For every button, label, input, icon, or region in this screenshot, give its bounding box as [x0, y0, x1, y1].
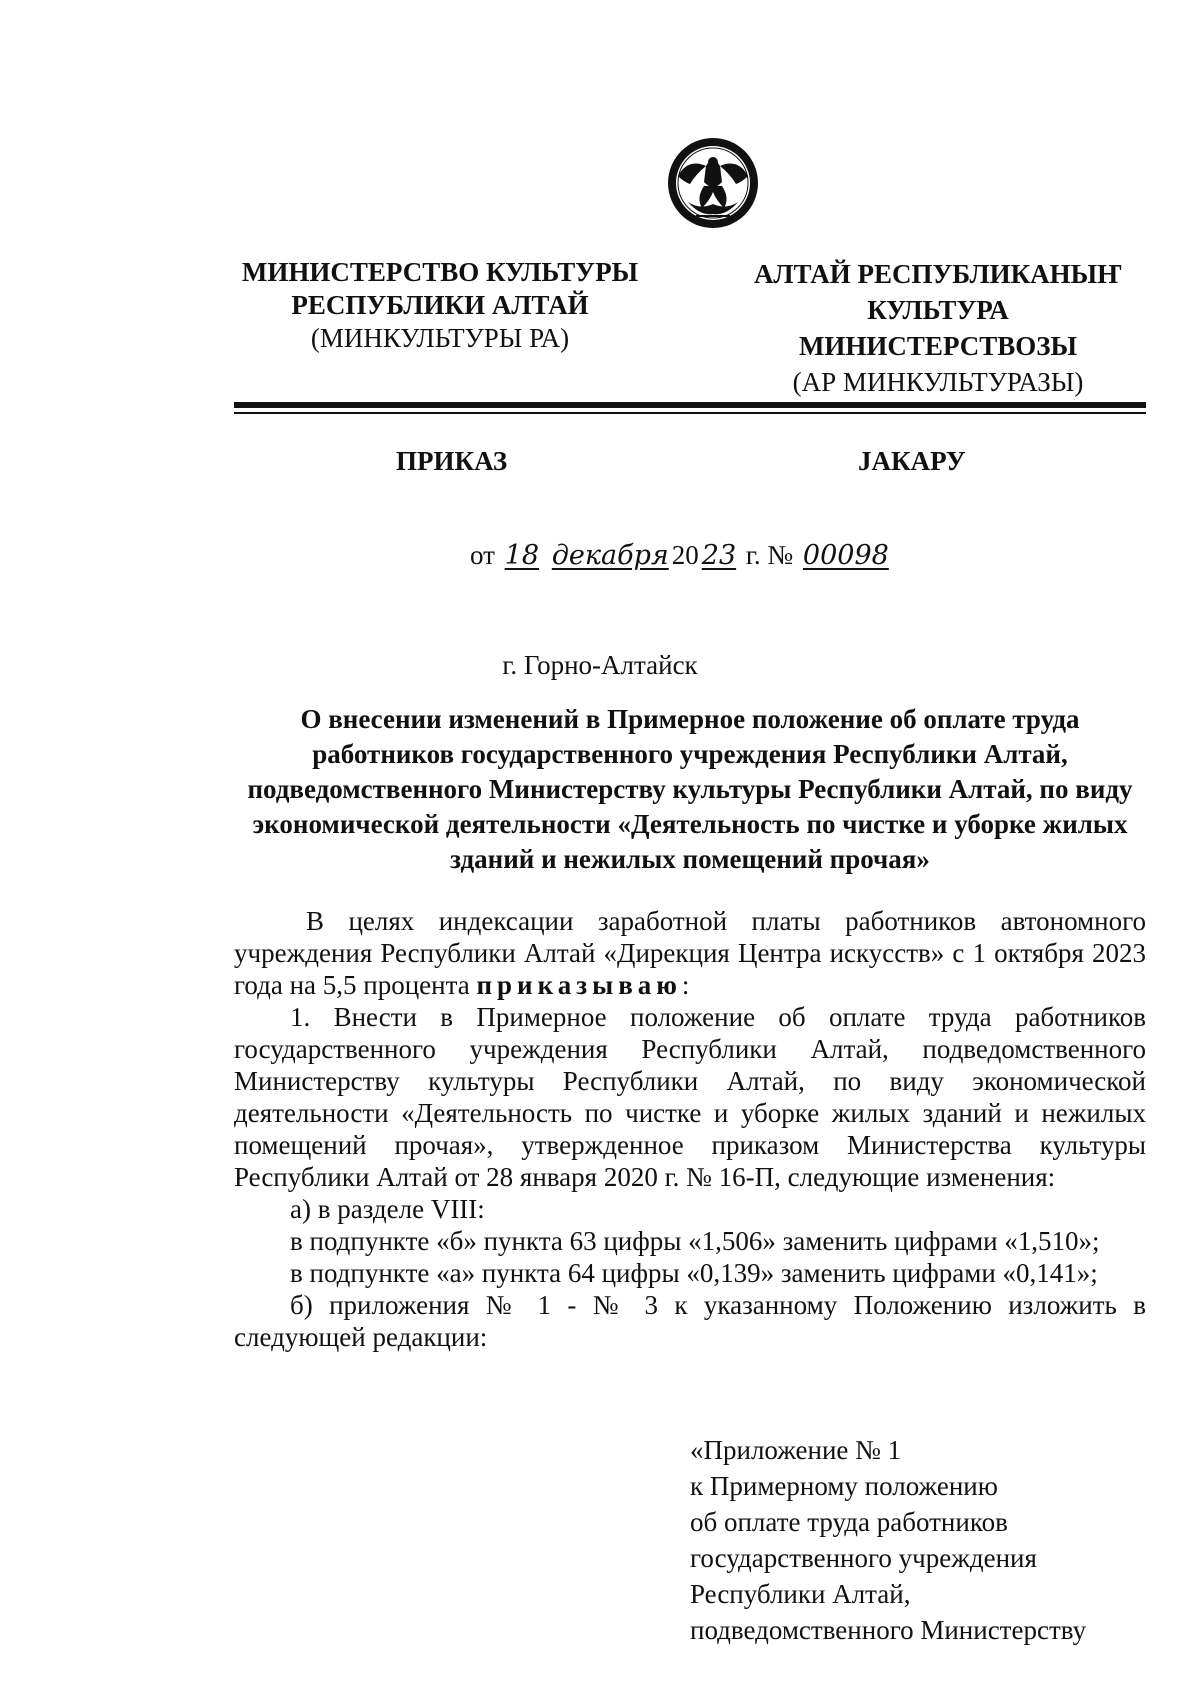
paragraph-item-b: б) приложения № 1 - № 3 к указанному Положению изложить в следующей редакции: [234, 1290, 1146, 1352]
order-verb: приказываю [476, 970, 682, 1000]
document-body [234, 905, 1146, 1353]
document-title: О внесении изменений в Примерное положение об оплате труда работников государственного учреждения Республики Алтай, подведомственного Министерству культуры Республики Алтай, по виду экономической деятельности «Деятельность по чистке и уборке жилых зданий и нежилых помещений прочая» [247, 704, 1133, 874]
paragraph-subitem-64: в подпункте «а» пункта 64 цифры «0,139» заменить цифрами «0,141»; [290, 1258, 1098, 1288]
preamble-text: В целях индексации заработной платы работников автономного учреждения Республики Алтай «Дирекция Центра искусств» с 1 октября 2023 года на 5,5 процента [234, 906, 1146, 1000]
ministry-abbr-ru: (МИНКУЛЬТУРЫ РА) [310, 323, 570, 353]
ministry-name-alt-line1: АЛТАЙ РЕСПУБЛИКАНЫҤ [753, 259, 1123, 289]
coat-of-arms-emblem [666, 136, 760, 230]
header-divider-thin [234, 412, 1146, 414]
order-title-altai: ЈАКАРУ [858, 446, 966, 476]
ministry-name-ru-line1: МИНИСТЕРСТВО КУЛЬТУРЫ [241, 257, 639, 287]
paragraph-item-a: а) в разделе VIII: [290, 1194, 485, 1224]
ministry-name-alt-line3: МИНИСТЕРСТВОЗЫ [798, 331, 1078, 361]
number-label: г. № [745, 540, 794, 570]
appendix-line: «Приложение № 1 [690, 1435, 902, 1465]
header-divider-thick [234, 402, 1146, 408]
ministry-name-alt-line2: КУЛЬТУРА [867, 295, 1009, 325]
preamble-end: : [681, 970, 690, 1000]
handwritten-year: 23 [701, 540, 737, 571]
handwritten-order-number: 00098 [802, 540, 889, 571]
order-title-russian: ПРИКАЗ [396, 446, 508, 476]
appendix-line: Республики Алтай, [690, 1579, 911, 1609]
appendix-header [690, 1432, 1086, 1648]
year-prefix: 20 [671, 540, 699, 570]
appendix-line: государственного учреждения [690, 1543, 1037, 1573]
handwritten-month: декабря [551, 540, 669, 571]
paragraph-item-1: 1. Внести в Примерное положение об оплате труда работников государственного учреждения Республики Алтай, подведомственного Министерству культуры Республики Алтай, по виду экономической деятельности «Деятельность по чистке и уборке жилых зданий и нежилых помещений прочая», утвержденное приказом Министерства культуры Республики Алтай от 28 января 2020 г. № 16-П, следующие изменения: [234, 1002, 1146, 1192]
paragraph-preamble [234, 905, 1146, 1001]
appendix-line: к Примерному положению [690, 1471, 998, 1501]
appendix-line: подведомственного Министерству [690, 1615, 1087, 1645]
handwritten-day: 18 [504, 540, 540, 571]
ministry-name-ru-line2: РЕСПУБЛИКИ АЛТАЙ [291, 290, 589, 320]
ministry-name-russian [220, 256, 660, 355]
appendix-line: об оплате труда работников [690, 1507, 1008, 1537]
ministry-abbr-alt: (АР МИНКУЛЬТУРАЗЫ) [792, 367, 1084, 397]
ministry-name-altai [728, 256, 1148, 400]
date-prefix: от [470, 540, 495, 570]
city-name: г. Горно-Алтайск [502, 650, 698, 680]
paragraph-subitem-63: в подпункте «б» пункта 63 цифры «1,506» заменить цифрами «1,510»; [290, 1226, 1100, 1256]
order-date-line [470, 540, 892, 571]
